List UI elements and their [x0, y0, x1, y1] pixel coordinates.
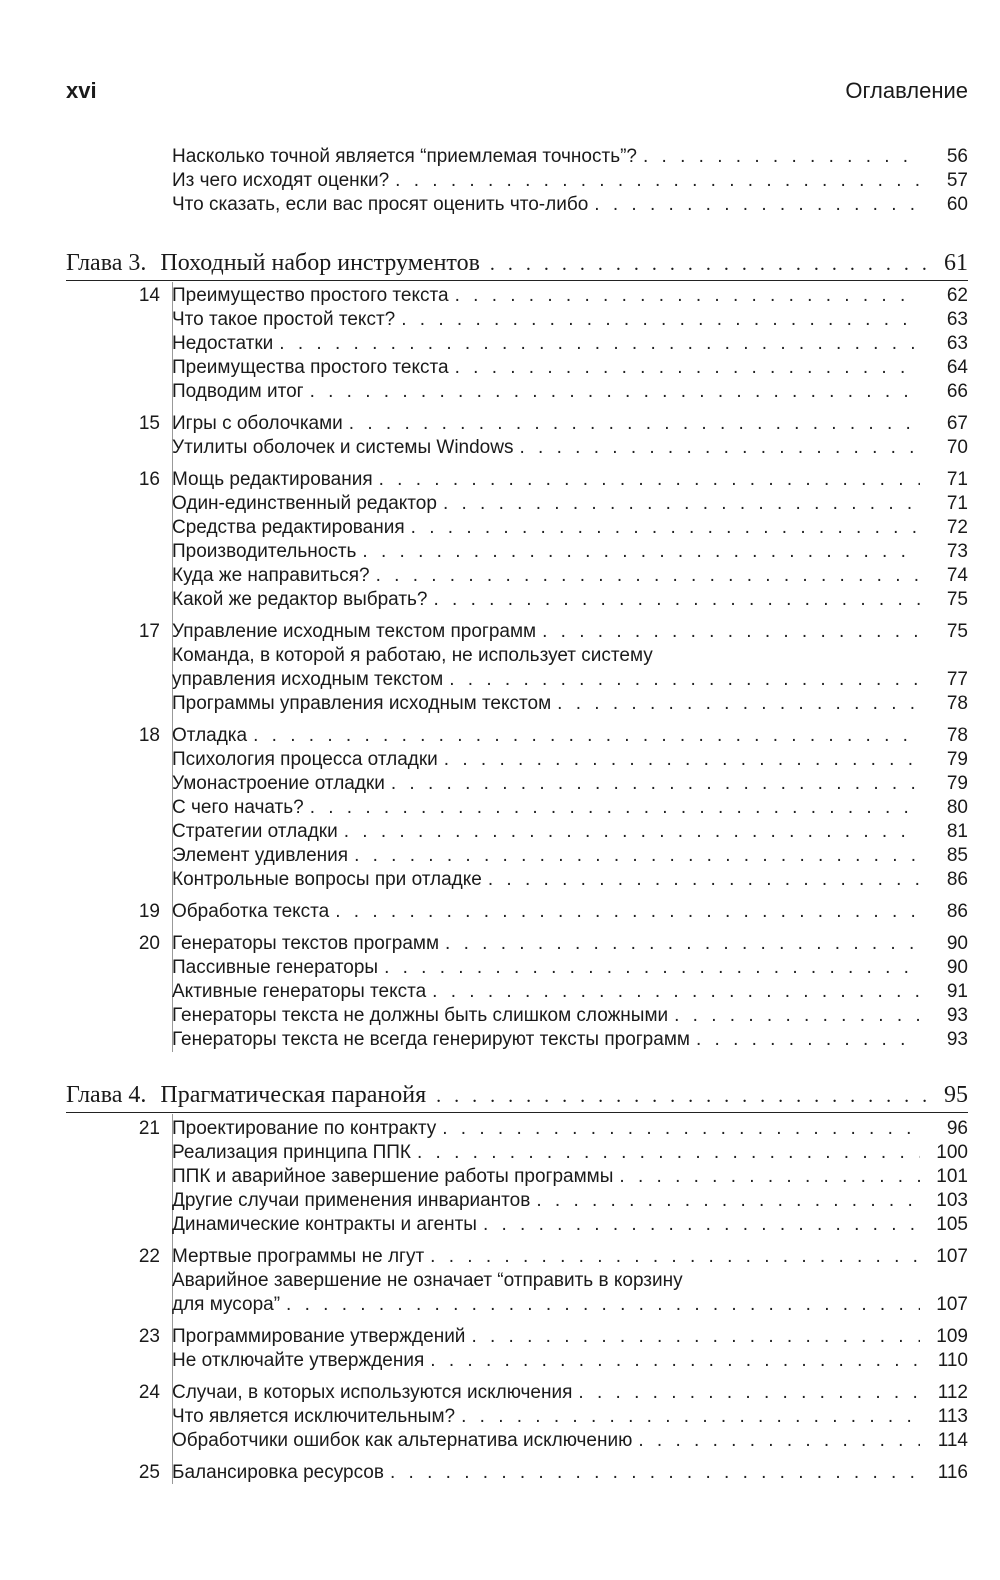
leader-dots: [384, 956, 920, 980]
toc-subsection-entry: [172, 1028, 968, 1052]
entry-page: 71: [946, 469, 968, 490]
entry-page: 72: [946, 517, 968, 538]
section-number: 14: [138, 285, 160, 306]
toc-subsection-entry: [172, 1405, 968, 1429]
toc-subsection-entry: [172, 980, 968, 1004]
leader-dots: [444, 748, 920, 772]
toc-subsection-entry: [172, 1189, 968, 1213]
chapter-title: Походный набор инструментов: [160, 250, 480, 276]
entry-title: Что сказать, если вас просят оценить что-либо: [172, 194, 589, 215]
leader-dots: [391, 772, 920, 796]
entry-page: 112: [937, 1382, 968, 1403]
leader-dots: [279, 332, 920, 356]
entry-title: Балансировка ресурсов: [172, 1462, 384, 1483]
entry-title: Куда же направиться?: [172, 565, 370, 586]
toc-subsection-entry: [172, 772, 968, 796]
entry-title: Преимущества простого текста: [172, 357, 449, 378]
entry-page: 93: [946, 1029, 968, 1050]
page-number: xvi: [66, 78, 97, 103]
entry-page: 81: [946, 821, 968, 842]
toc-subsection-entry: [172, 668, 968, 692]
chapter-page: 61: [944, 250, 968, 276]
entry-title: Производительность: [172, 541, 357, 562]
entry-page: 78: [946, 693, 968, 714]
entry-page: 90: [946, 933, 968, 954]
entry-title: Умонастроение отладки: [172, 773, 385, 794]
toc-subsection-entry: [172, 588, 968, 612]
toc-entry: [172, 145, 968, 169]
entry-title: Из чего исходят оценки?: [172, 170, 390, 191]
leader-dots: [442, 1117, 920, 1141]
entry-page: 63: [946, 333, 968, 354]
entry-title: Генераторы текста не должны быть слишком сложными: [172, 1005, 669, 1026]
toc-section-entry: [138, 468, 968, 492]
leader-dots: [594, 193, 920, 217]
entry-page: 91: [946, 981, 968, 1002]
entry-title: Психология процесса отладки: [172, 749, 438, 770]
toc-section-entry: [138, 1117, 968, 1141]
entry-title: Активные генераторы текста: [172, 981, 427, 1002]
toc-subsection-entry: [172, 868, 968, 892]
leader-dots: [643, 145, 920, 169]
entry-title: Аварийное завершение не означает “отправить в корзину: [172, 1270, 683, 1291]
chapter-label: Глава 4.: [66, 1082, 147, 1108]
entry-title: Обработка текста: [172, 901, 330, 922]
toc-subsection-entry: [172, 820, 968, 844]
leader-dots: [542, 620, 920, 644]
leader-dots: [411, 516, 920, 540]
section-number: 25: [138, 1462, 160, 1483]
section-number: 24: [138, 1382, 160, 1403]
entry-page: 62: [946, 285, 968, 306]
entry-page: 113: [937, 1406, 968, 1427]
leader-dots: [344, 820, 920, 844]
leader-dots: [436, 1079, 934, 1113]
leader-dots: [519, 436, 920, 460]
leader-dots: [335, 900, 920, 924]
toc-subsection-entry: [172, 844, 968, 868]
section-number: 20: [138, 933, 160, 954]
entry-title: Насколько точной является “приемлемая точность”?: [172, 146, 637, 167]
leader-dots: [354, 844, 920, 868]
toc-subsection-entry: [172, 1429, 968, 1453]
entry-page: 100: [936, 1142, 968, 1163]
section-number: 17: [138, 621, 160, 642]
section-number: 16: [138, 469, 160, 490]
toc-entry: [172, 193, 968, 217]
entry-page: 73: [946, 541, 968, 562]
entry-title: Генераторы текстов программ: [172, 933, 440, 954]
entry-title: Один-единственный редактор: [172, 493, 437, 514]
entry-title: Игры с оболочками: [172, 413, 343, 434]
entry-page: 75: [946, 621, 968, 642]
section-number: 22: [138, 1246, 160, 1267]
entry-title: Обработчики ошибок как альтернатива исключению: [172, 1430, 633, 1451]
chapter-label: Глава 3.: [66, 250, 147, 276]
leader-dots: [362, 540, 920, 564]
section-number: 15: [138, 413, 160, 434]
leader-dots: [619, 1165, 920, 1189]
entry-page: 60: [946, 194, 968, 215]
section-number: 18: [138, 725, 160, 746]
toc-subsection-entry: [172, 380, 968, 404]
entry-title: Генераторы текста не всегда генерируют тексты программ: [172, 1029, 690, 1050]
leader-dots: [557, 692, 920, 716]
entry-title: Элемент удивления: [172, 845, 349, 866]
leader-dots: [483, 1213, 920, 1237]
toc-subsection-entry: [172, 1349, 968, 1373]
toc-subsection-entry: [172, 332, 968, 356]
entry-page: 79: [946, 773, 968, 794]
entry-title: Пассивные генераторы: [172, 957, 379, 978]
entry-title: Что такое простой текст?: [172, 309, 396, 330]
entry-page: 114: [937, 1430, 968, 1451]
entry-page: 75: [946, 589, 968, 610]
leader-dots: [253, 724, 920, 748]
entry-page: 74: [946, 565, 968, 586]
toc-section-entry: [138, 620, 968, 644]
running-title: Оглавление: [845, 78, 968, 103]
entry-page: 110: [937, 1350, 968, 1371]
leader-dots: [488, 868, 920, 892]
leader-dots: [638, 1429, 920, 1453]
leader-dots: [286, 1293, 920, 1317]
entry-page: 103: [936, 1190, 968, 1211]
chapter-title: Прагматическая паранойя: [160, 1082, 427, 1108]
entry-page: 70: [946, 437, 968, 458]
entry-page: 86: [946, 901, 968, 922]
entry-title: Программы управления исходным текстом: [172, 693, 552, 714]
entry-title: Средства редактирования: [172, 517, 405, 538]
leader-dots: [674, 1004, 920, 1028]
toc-section-entry: [138, 932, 968, 956]
entry-title: Стратегии отладки: [172, 821, 338, 842]
leader-dots: [430, 1349, 920, 1373]
entry-title: Утилиты оболочек и системы Windows: [172, 437, 514, 458]
toc-entry: [172, 169, 968, 193]
leader-dots: [349, 412, 920, 436]
leader-dots: [578, 1381, 920, 1405]
entry-page: 79: [946, 749, 968, 770]
leader-dots: [449, 668, 920, 692]
entry-title: Управление исходным текстом программ: [172, 621, 537, 642]
entry-title: Недостатки: [172, 333, 274, 354]
leader-dots: [432, 980, 920, 1004]
toc-section-entry: [138, 1245, 968, 1269]
entry-page: 105: [936, 1214, 968, 1235]
toc-section-entry: [138, 1381, 968, 1405]
leader-dots: [434, 588, 921, 612]
entry-page: 66: [946, 381, 968, 402]
toc-subsection-entry: [172, 564, 968, 588]
leader-dots: [395, 169, 920, 193]
entry-title: Преимущество простого текста: [172, 285, 449, 306]
entry-page: 109: [936, 1326, 968, 1347]
section-number: 23: [138, 1326, 160, 1347]
toc-subsection-entry: [172, 1141, 968, 1165]
leader-dots: [390, 1461, 920, 1485]
entry-title: Мощь редактирования: [172, 469, 373, 490]
entry-title: Какой же редактор выбрать?: [172, 589, 428, 610]
entry-page: 64: [946, 357, 968, 378]
entry-page: 80: [946, 797, 968, 818]
leader-dots: [401, 308, 920, 332]
chapter-heading: [66, 1078, 968, 1113]
toc-section-entry: [138, 1325, 968, 1349]
entry-page: 78: [946, 725, 968, 746]
entry-page: 86: [946, 869, 968, 890]
entry-title: Контрольные вопросы при отладке: [172, 869, 482, 890]
leader-dots: [471, 1325, 920, 1349]
entry-page: 63: [946, 309, 968, 330]
entry-title: Другие случаи применения инвариантов: [172, 1190, 531, 1211]
entry-page: 71: [946, 493, 968, 514]
toc-subsection-entry: [172, 1293, 968, 1317]
entry-page: 56: [946, 146, 968, 167]
toc-subsection-entry: [172, 644, 968, 668]
entry-title: управления исходным текстом: [172, 669, 444, 690]
leader-dots: [310, 380, 920, 404]
chapter-page: 95: [944, 1082, 968, 1108]
toc-subsection-entry: [172, 1004, 968, 1028]
entry-title: Динамические контракты и агенты: [172, 1214, 477, 1235]
leader-dots: [696, 1028, 920, 1052]
leader-dots: [490, 247, 934, 281]
leader-dots: [455, 356, 920, 380]
entry-page: 90: [946, 957, 968, 978]
leader-dots: [310, 796, 920, 820]
toc-subsection-entry: [172, 692, 968, 716]
toc-subsection-entry: [172, 516, 968, 540]
toc-section-entry: [138, 412, 968, 436]
entry-page: 93: [946, 1005, 968, 1026]
leader-dots: [430, 1245, 920, 1269]
leader-dots: [461, 1405, 920, 1429]
section-number: 19: [138, 901, 160, 922]
toc-subsection-entry: [172, 356, 968, 380]
entry-title: для мусора”: [172, 1294, 281, 1315]
toc-subsection-entry: [172, 1213, 968, 1237]
toc-section-entry: [138, 900, 968, 924]
entry-title: Случаи, в которых используются исключения: [172, 1382, 573, 1403]
leader-dots: [376, 564, 920, 588]
entry-page: 57: [946, 170, 968, 191]
leader-dots: [536, 1189, 920, 1213]
entry-page: 85: [946, 845, 968, 866]
entry-title: Программирование утверждений: [172, 1326, 466, 1347]
entry-page: 67: [946, 413, 968, 434]
toc-subsection-entry: [172, 308, 968, 332]
toc-subsection-entry: [172, 796, 968, 820]
entry-title: Не отключайте утверждения: [172, 1350, 425, 1371]
toc-subsection-entry: [172, 436, 968, 460]
entry-title: Что является исключительным?: [172, 1406, 456, 1427]
entry-title: Команда, в которой я работаю, не использует систему: [172, 645, 653, 666]
toc-section-entry: [138, 284, 968, 308]
entry-title: ППК и аварийное завершение работы программы: [172, 1166, 614, 1187]
toc-subsection-entry: [172, 1165, 968, 1189]
toc-section-entry: [138, 724, 968, 748]
toc-subsection-entry: [172, 492, 968, 516]
entry-page: 107: [936, 1246, 968, 1267]
entry-page: 116: [937, 1462, 968, 1483]
entry-title: Мертвые программы не лгут: [172, 1246, 425, 1267]
entry-page: 77: [946, 669, 968, 690]
entry-page: 107: [936, 1294, 968, 1315]
leader-dots: [443, 492, 920, 516]
entry-title: С чего начать?: [172, 797, 304, 818]
toc-subsection-entry: [172, 748, 968, 772]
toc-section-entry: [138, 1461, 968, 1485]
entry-page: 96: [946, 1118, 968, 1139]
toc-subsection-entry: [172, 540, 968, 564]
entry-title: Отладка: [172, 725, 248, 746]
entry-title: Проектирование по контракту: [172, 1118, 437, 1139]
entry-title: Реализация принципа ППК: [172, 1142, 411, 1163]
leader-dots: [445, 932, 920, 956]
leader-dots: [417, 1141, 920, 1165]
entry-page: 101: [936, 1166, 968, 1187]
leader-dots: [455, 284, 920, 308]
toc-subsection-entry: [172, 956, 968, 980]
section-number: 21: [138, 1118, 160, 1139]
entry-title: Подводим итог: [172, 381, 304, 402]
leader-dots: [379, 468, 920, 492]
toc-subsection-entry: [172, 1269, 968, 1293]
chapter-heading: [66, 246, 968, 281]
